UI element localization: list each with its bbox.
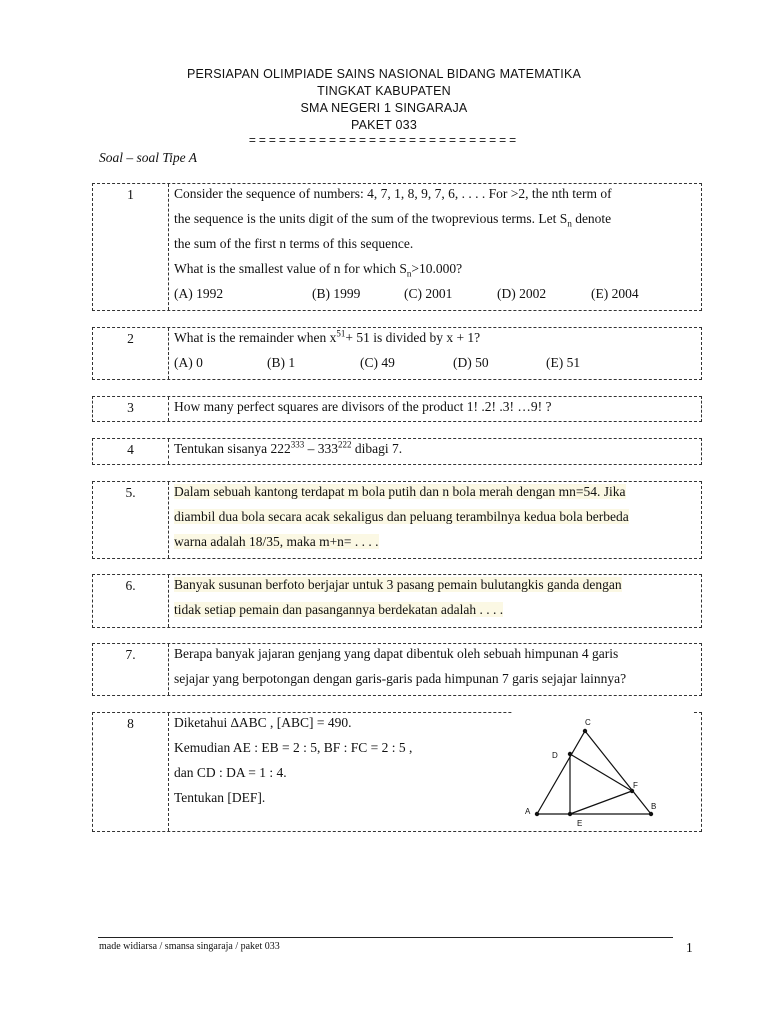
option-c: (C) 49 [360,355,395,370]
question-number-cell [93,482,169,558]
triangle-abc [537,731,651,814]
page-number: 1 [686,940,693,955]
question-number: 8 [127,716,134,731]
option-d: (D) 2002 [497,286,547,301]
question-number: 4 [127,442,134,457]
question-number: 7. [125,647,136,662]
question-number-cell [93,713,169,831]
triangle-figure [513,712,693,830]
answer-options [174,284,697,309]
question-5-box [92,481,702,559]
question-line: Consider the sequence of numbers: 4, 7, 1, 8, 9, 7, 6, . . . . For >2, the nth term of [174,186,612,201]
question-line: sejajar yang berpotongan dengan garis-garis pada himpunan 7 garis sejajar lainnya? [174,671,627,686]
option-e: (E) 2004 [591,286,639,301]
header-school: SMA NEGERI 1 SINGARAJA [300,101,468,115]
question-line: How many perfect squares are divisors of the product 1! .2! .3! …9! ? [174,399,552,414]
question-4-box [92,438,702,465]
header-package: PAKET 033 [351,118,417,132]
section-label: Soal – soal Tipe A [99,150,198,165]
option-e: (E) 51 [546,355,581,370]
question-number-cell [93,439,169,464]
question-line: Diketahui ∆ABC , [ABC] = 490. [174,715,352,730]
question-number-cell [93,397,169,421]
point-e [568,812,572,816]
question-number-cell [93,575,169,627]
question-line: What is the smallest value of n for which $S_n>10.000$? [174,261,463,279]
option-d: (D) 50 [453,355,489,370]
question-line: Banyak susunan berfoto berjajar untuk 3 pasang pemain bulutangkis ganda dengan [174,577,622,592]
label-f: F [633,781,638,790]
question-text [174,397,697,422]
header-level: TINGKAT KABUPATEN [317,84,451,98]
question-line: Tentukan sisanya $222^{333} - 333^{222}$ dibagi 7. [174,439,403,456]
label-a: A [525,807,531,816]
question-2-box [92,327,702,380]
header-title: PERSIAPAN OLIMPIADE SAINS NASIONAL BIDANG MATEMATIKA [186,67,582,81]
label-b: B [651,802,657,811]
question-line: What is the remainder when $x^{51}+ 51$ is divided by x + 1? [174,328,481,345]
question-text [174,575,697,625]
question-line: Berapa banyak jajaran genjang yang dapat dibentuk oleh sebuah himpunan 4 garis [174,646,619,661]
question-3-box [92,396,702,422]
header-separator: =========================== [248,133,520,147]
question-number: 1 [127,187,134,202]
question-line: warna adalah 18/35, maka m+n= . . . . [174,534,379,549]
question-line: Kemudian AE : EB = 2 : 5, BF : FC = 2 : 5 , [174,740,413,755]
question-number-cell [93,184,169,310]
option-b: (B) 1 [267,355,296,370]
segment-ef [570,791,632,814]
option-a: (A) 0 [174,355,203,370]
question-number: 2 [127,331,134,346]
label-d: D [552,751,558,760]
question-number-cell [93,328,169,379]
question-number-cell [93,644,169,695]
question-text [174,439,697,464]
option-b: (B) 1999 [312,286,361,301]
option-a: (A) 1992 [174,286,224,301]
segment-df [570,754,632,791]
question-text [174,482,697,557]
label-c: C [585,718,591,727]
option-c: (C) 2001 [404,286,453,301]
question-line: dan CD : DA = 1 : 4. [174,765,287,780]
question-1-box [92,183,702,311]
question-line: tidak setiap pemain dan pasangannya berdekatan adalah . . . . [174,602,504,617]
question-number: 6. [125,578,136,593]
document-header [0,66,768,147]
question-text [174,184,697,309]
question-number: 3 [127,400,134,415]
question-7-box [92,643,702,696]
question-text [174,328,697,378]
point-d [568,752,572,756]
question-line: the sequence is the units digit of the sum of the twoprevious terms. Let $S_n$ denote [174,211,612,229]
question-line: Tentukan [DEF]. [174,790,266,805]
footer-text: made widiarsa / smansa singaraja / paket 033 [99,941,280,952]
point-b [649,812,653,816]
question-line: diambil dua bola secara acak sekaligus dan peluang terambilnya kedua bola berbeda [174,509,629,524]
footer-divider [98,937,673,938]
label-e: E [577,819,583,828]
point-c [583,729,587,733]
figure-mask [513,712,693,717]
question-6-box [92,574,702,628]
answer-options [174,353,697,378]
question-text [174,644,697,694]
question-number: 5. [125,485,136,500]
point-a [535,812,539,816]
question-line: the sum of the first n terms of this sequence. [174,236,414,251]
question-line: Dalam sebuah kantong terdapat m bola putih dan n bola merah dengan mn=54. Jika [174,484,626,499]
